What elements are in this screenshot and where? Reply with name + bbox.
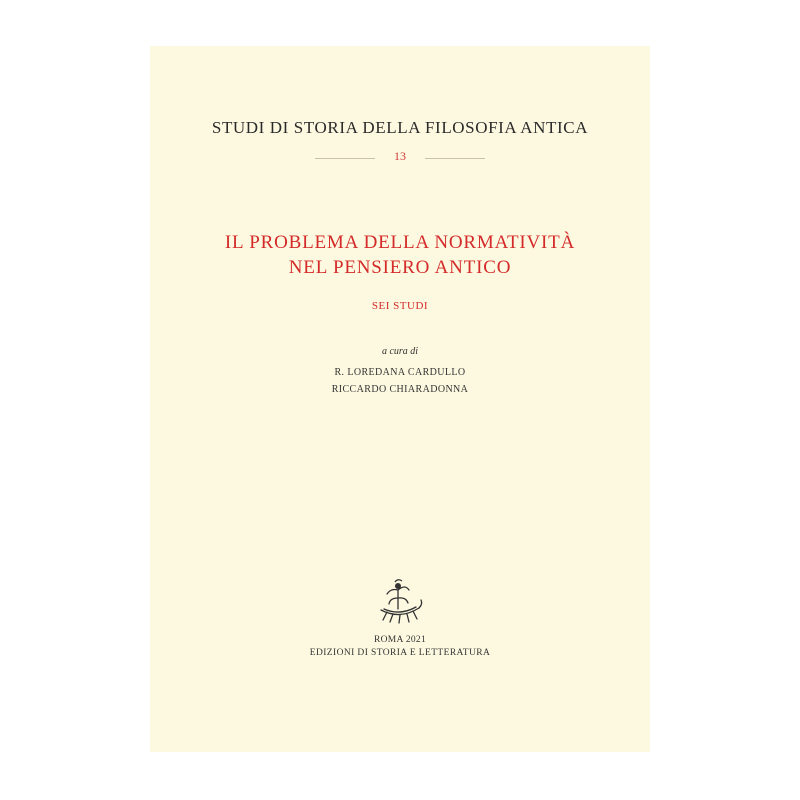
editors-label: a cura di — [381, 346, 419, 357]
book-title-line-1: IL PROBLEMA DELLA NORMATIVITÀ — [224, 232, 576, 253]
book-cover — [150, 46, 650, 752]
book-title — [150, 230, 650, 280]
editors-list — [150, 364, 650, 398]
publisher-name: EDIZIONI DI STORIA E LETTERATURA — [309, 648, 491, 658]
series-rule-right — [425, 158, 485, 159]
series-number: 13 — [394, 149, 406, 163]
publisher-ship-logo-icon — [375, 576, 425, 626]
book-subtitle: SEI STUDI — [371, 300, 429, 312]
series-title: STUDI DI STORIA DELLA FILOSOFIA ANTICA — [211, 118, 589, 137]
editor-name: R. LOREDANA CARDULLO — [334, 367, 466, 378]
editor-name: RICCARDO CHIARADONNA — [331, 384, 469, 395]
book-title-line-2: NEL PENSIERO ANTICO — [288, 257, 512, 278]
place-year: ROMA 2021 — [373, 635, 427, 645]
